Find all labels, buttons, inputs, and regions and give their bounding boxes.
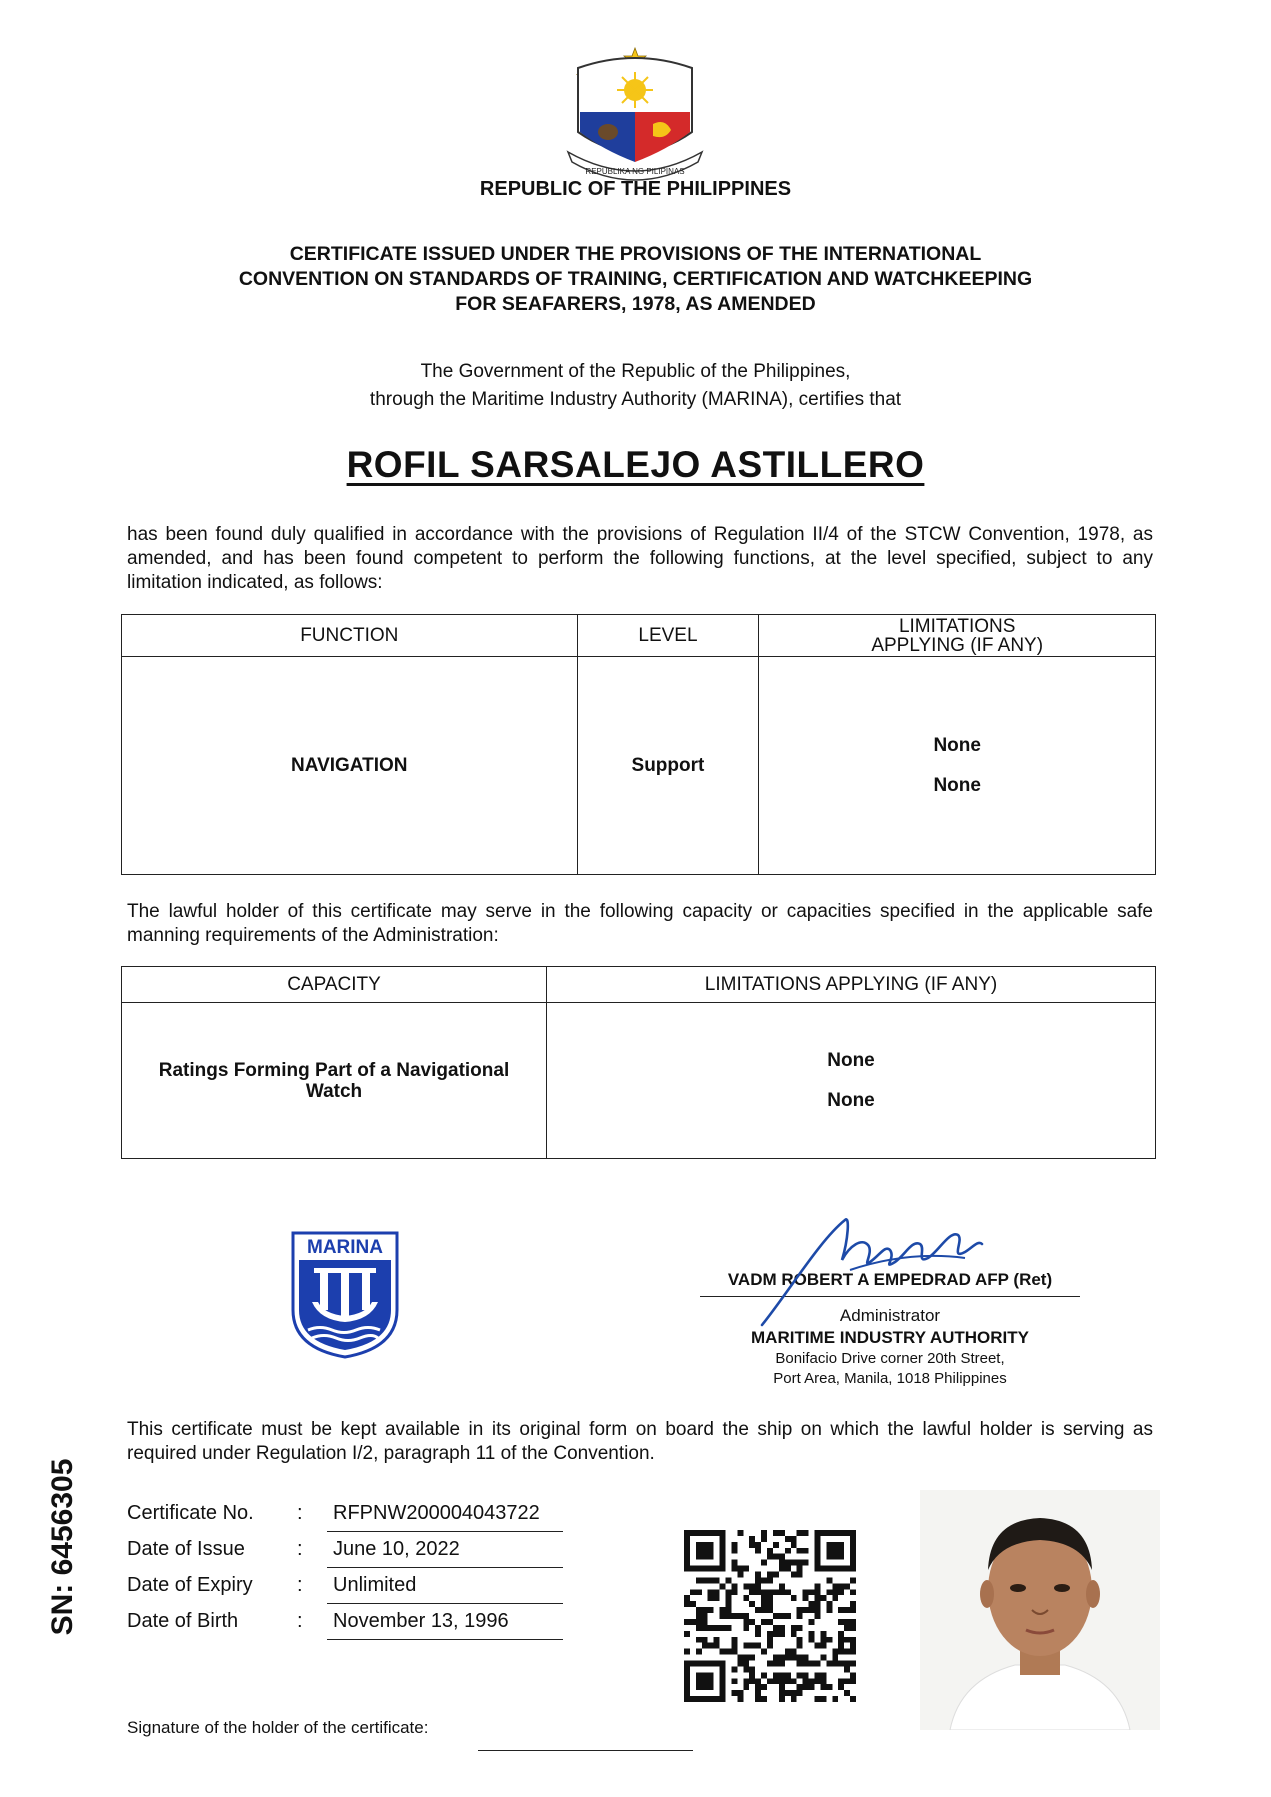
date-of-issue-value: June 10, 2022 [327, 1538, 563, 1568]
capacity-table-header [122, 967, 1156, 1003]
signatory-address: Port Area, Manila, 1018 Philippines [773, 1370, 1007, 1387]
functions-table-header [122, 615, 1156, 657]
detail-colon: : [297, 1502, 303, 1524]
certificate-title-line: FOR SEAFARERS, 1978, AS AMENDED [455, 293, 816, 315]
capacity-line: Watch [305, 1080, 363, 1102]
country-title: REPUBLIC OF THE PHILIPPINES [479, 178, 792, 200]
limitations-cell [759, 657, 1156, 875]
serial-number: SN: 6456305 [46, 1458, 79, 1636]
intro-line: The Government of the Republic of the Philippines, [420, 361, 851, 382]
functions-table [121, 614, 1156, 875]
intro-statement [0, 358, 1271, 414]
limitation-value: None [827, 1049, 875, 1071]
capacity-table [121, 966, 1156, 1159]
marina-logo [290, 1230, 400, 1360]
function-cell: NAVIGATION [122, 657, 578, 875]
date-of-expiry-value: Unlimited [327, 1574, 563, 1604]
header-level: LEVEL [577, 615, 759, 657]
detail-colon: : [297, 1610, 303, 1632]
administrator-signature [750, 1200, 990, 1330]
detail-label: Date of Birth [127, 1610, 239, 1632]
header-capacity: CAPACITY [122, 967, 547, 1003]
holder-signature-label: Signature of the holder of the certificate: [127, 1718, 429, 1737]
holder-signature-line [478, 1750, 693, 1751]
header-capacity-limitations: LIMITATIONS APPLYING (IF ANY) [547, 967, 1156, 1003]
detail-colon: : [297, 1574, 303, 1596]
header-limitations [759, 615, 1156, 657]
qualification-statement: has been found duly qualified in accordance with the provisions of Regulation II/4 of the STCW Convention, 1978, as amended, and has been found competent to perform the following functions, at the level specified, subject to any limitation indicated, as follows: [127, 524, 1153, 593]
signatory-name: VADM ROBERT A EMPEDRAD AFP (Ret) [700, 1270, 1080, 1297]
limitation-value: None [933, 774, 981, 796]
detail-label: Certificate No. [127, 1502, 254, 1524]
limitation-value: None [933, 734, 981, 756]
philippine-coat-of-arms [558, 40, 713, 190]
intro-line: through the Maritime Industry Authority (MARINA), certifies that [369, 389, 902, 410]
header-limitations-line2: APPLYING (IF ANY) [871, 634, 1044, 656]
level-cell: Support [577, 657, 759, 875]
detail-colon: : [297, 1538, 303, 1560]
marina-logo-text: MARINA [307, 1237, 383, 1258]
limitation-value: None [827, 1089, 875, 1111]
onboard-notice: This certificate must be kept available in its original form on board the ship on which the lawful holder is serving as required under Regulation I/2, paragraph 11 of the Convention. [127, 1419, 1153, 1464]
seal-lettering: REPUBLIKA NG PILIPINAS [585, 167, 685, 176]
certificate-title [150, 242, 1121, 317]
signatory-organization: MARITIME INDUSTRY AUTHORITY [751, 1328, 1029, 1347]
capacity-cell [122, 1003, 547, 1159]
capacity-statement: The lawful holder of this certificate may serve in the following capacity or capacities specified in the applicable safe manning requirements of the Administration: [127, 901, 1153, 946]
signatory-title: Administrator [839, 1306, 941, 1325]
detail-label: Date of Issue [127, 1538, 245, 1560]
holder-photo [920, 1490, 1160, 1730]
holder-name: ROFIL SARSALEJO ASTILLERO [346, 444, 925, 485]
header-limitations-line1: LIMITATIONS [898, 615, 1016, 637]
capacity-line: Ratings Forming Part of a Navigational [158, 1059, 510, 1081]
certificate-title-line: CERTIFICATE ISSUED UNDER THE PROVISIONS OF THE INTERNATIONAL [289, 243, 982, 265]
qr-code [684, 1530, 856, 1702]
certificate-number-value: RFPNW200004043722 [327, 1502, 563, 1532]
signatory-address: Bonifacio Drive corner 20th Street, [775, 1350, 1005, 1367]
table-row [122, 1003, 1156, 1159]
holder-photo-image [920, 1490, 1160, 1730]
capacity-limitations-cell [547, 1003, 1156, 1159]
certificate-title-line: CONVENTION ON STANDARDS OF TRAINING, CERTIFICATION AND WATCHKEEPING [238, 268, 1033, 290]
table-row [122, 657, 1156, 875]
date-of-birth-value: November 13, 1996 [327, 1610, 563, 1640]
header-function: FUNCTION [122, 615, 578, 657]
detail-label: Date of Expiry [127, 1574, 253, 1596]
